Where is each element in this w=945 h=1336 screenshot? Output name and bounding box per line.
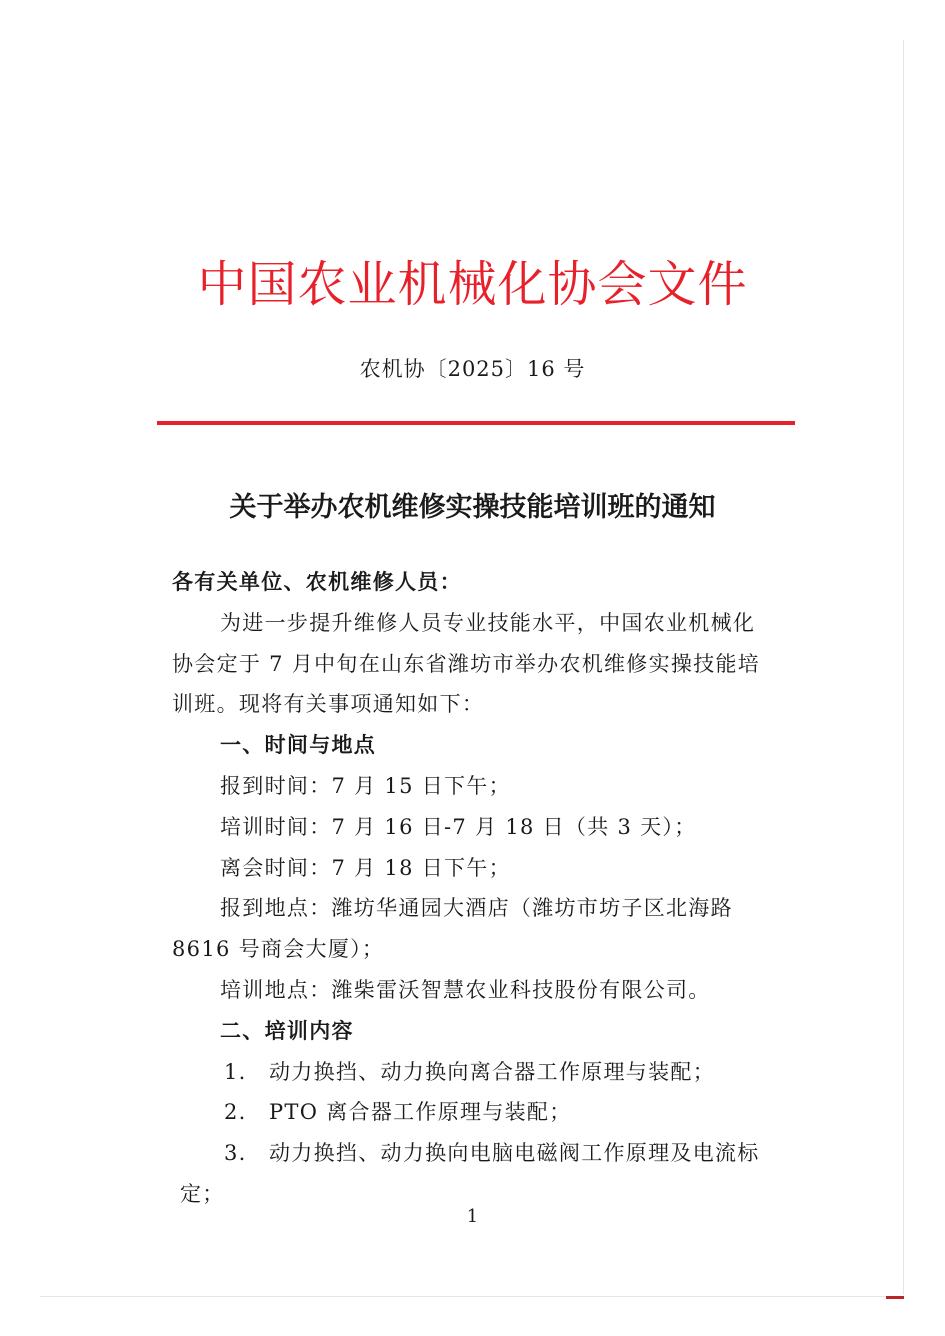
list-item <box>172 1133 794 1174</box>
training-time: 培训时间：7 月 16 日-7 月 18 日（共 3 天）； <box>220 814 697 839</box>
list-item <box>172 1052 794 1093</box>
list-item <box>172 1092 794 1133</box>
intro-line-3: 训班。现将有关事项通知如下： <box>172 692 485 717</box>
notice-body <box>172 562 794 1215</box>
list-item-text: PTO 离合器工作原理与装配； <box>269 1100 572 1125</box>
scan-edge-bottom <box>40 1296 904 1297</box>
section-heading-time-place: 一、时间与地点 <box>220 733 377 758</box>
checkin-place-line-2: 8616 号商会大厦）； <box>172 937 385 962</box>
document-number: 农机协〔2025〕16 号 <box>359 357 586 381</box>
intro-line-2: 协会定于 7 月中旬在山东省潍坊市举办农机维修实操技能培 <box>172 651 761 676</box>
list-item-text: 动力换挡、动力换向电脑电磁阀工作原理及电流标 <box>269 1141 760 1166</box>
section-heading-content: 二、培训内容 <box>220 1018 354 1043</box>
org-title-header: 中国农业机械化协会文件 <box>197 256 748 313</box>
red-separator-line <box>157 421 795 425</box>
checkin-time: 报到时间：7 月 15 日下午； <box>220 773 511 798</box>
scan-edge-right <box>903 40 904 1295</box>
page-number: 1 <box>466 1206 479 1227</box>
list-item-number: 2. <box>224 1100 247 1125</box>
leave-time: 离会时间：7 月 18 日下午； <box>220 855 511 880</box>
list-item-number: 3. <box>224 1141 247 1166</box>
checkin-place-line-1: 报到地点：潍坊华通园大酒店（潍坊市坊子区北海路 <box>220 896 733 921</box>
list-item-continuation: 定； <box>180 1181 225 1206</box>
corner-mark <box>886 1296 904 1299</box>
intro-line-1: 为进一步提升维修人员专业技能水平，中国农业机械化 <box>220 610 756 635</box>
notice-title: 关于举办农机维修实操技能培训班的通知 <box>229 492 716 523</box>
training-place: 培训地点：潍柴雷沃智慧农业科技股份有限公司。 <box>220 977 711 1002</box>
salutation: 各有关单位、农机维修人员： <box>172 570 462 594</box>
list-item-number: 1. <box>224 1059 247 1084</box>
list-item-text: 动力换挡、动力换向离合器工作原理与装配； <box>269 1059 715 1084</box>
